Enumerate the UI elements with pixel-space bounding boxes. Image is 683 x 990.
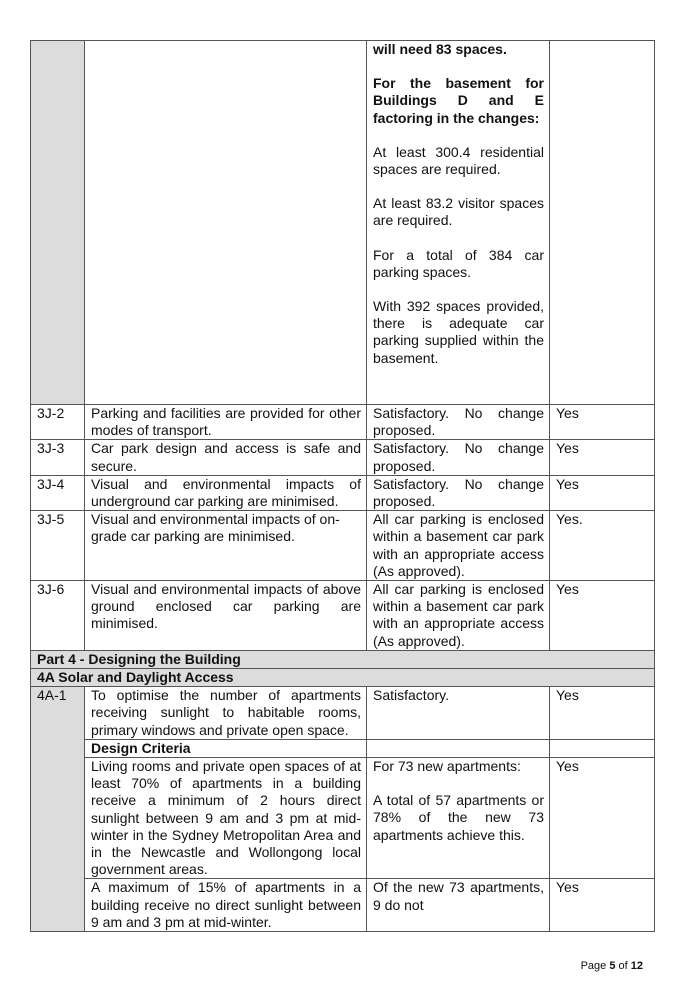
row-id: 3J-3: [31, 440, 85, 475]
criteria-text: Visual and environmental impacts of above ground enclosed car parking are minimised.: [85, 581, 367, 651]
criteria-text: Visual and environmental impacts of underground car parking are minimised.: [85, 475, 367, 510]
table-row: [31, 405, 655, 440]
row-id: 3J-4: [31, 475, 85, 510]
comment-text: For a total of 384 car parking spaces.: [373, 246, 544, 280]
comment-cell: [367, 41, 550, 405]
compliance-cell: [550, 41, 655, 405]
criteria-cell: [85, 41, 367, 405]
row-id: 3J-5: [31, 511, 85, 581]
compliance-table: [30, 40, 655, 932]
criteria-text: Parking and facilities are provided for other modes of transport.: [85, 405, 367, 440]
comment-cell: [367, 739, 550, 757]
comment-text: At least 300.4 residential spaces are required.: [373, 143, 544, 178]
compliance-text: Yes: [550, 758, 655, 879]
id-cell: [31, 41, 85, 405]
total-pages: 12: [630, 960, 643, 972]
table-row: [31, 879, 655, 932]
comment-text: For the basement for Buildings D and E factoring in the changes:: [373, 75, 544, 126]
section-heading: 4A Solar and Daylight Access: [31, 669, 655, 687]
table-row: [31, 41, 655, 405]
comment-text: At least 83.2 visitor spaces are required.: [373, 195, 544, 229]
current-page: 5: [609, 960, 616, 972]
compliance-text: Yes: [550, 581, 655, 651]
page-mid: of: [615, 960, 631, 972]
table-row: [31, 440, 655, 475]
comment-text: With 392 spaces provided, there is adequate car parking supplied within the basement.: [373, 298, 544, 366]
comment-text: A total of 57 apartments or 78% of the new 73 apartments achieve this.: [373, 792, 544, 843]
comment-text: will need 83 spaces.: [373, 41, 507, 57]
section-row: [31, 669, 655, 687]
compliance-text: Yes: [550, 879, 655, 932]
comment-text: Satisfactory. No change proposed.: [367, 405, 550, 440]
table-row: [31, 687, 655, 740]
criteria-text: A maximum of 15% of apartments in a building receive no direct sunlight between 9 am and 3 pm at mid-winter.: [85, 879, 367, 932]
row-id: 3J-2: [31, 405, 85, 440]
criteria-text: Car park design and access is safe and secure.: [85, 440, 367, 475]
compliance-cell: [550, 739, 655, 757]
criteria-text: To optimise the number of apartments receiving sunlight to habitable rooms, primary windows and private open space.: [85, 687, 367, 740]
compliance-text: Yes: [550, 440, 655, 475]
comment-text: Satisfactory. No change proposed.: [367, 440, 550, 475]
compliance-text: Yes: [550, 475, 655, 510]
table-row: [31, 758, 655, 879]
compliance-text: Yes: [550, 687, 655, 740]
row-id: 3J-6: [31, 581, 85, 651]
criteria-text: Living rooms and private open spaces of at least 70% of apartments in a building receive a minimum of 2 hours direct sunlight between 9 am and 3 pm at mid-winter in the Sydney Metropolitan Area and in the Newcastle and Wollongong local government areas.: [85, 758, 367, 879]
design-criteria-label: Design Criteria: [85, 739, 367, 757]
table-row: [31, 739, 655, 757]
table-row: [31, 581, 655, 651]
comment-text: Of the new 73 apartments, 9 do not: [367, 879, 550, 932]
page-prefix: Page: [580, 960, 610, 972]
page-number: [581, 960, 643, 972]
comment-text: All car parking is enclosed within a basement car park with an appropriate access (As approved).: [367, 581, 550, 651]
comment-text: For 73 new apartments:: [373, 758, 521, 775]
comment-text: All car parking is enclosed within a basement car park with an appropriate access (As approved).: [367, 511, 550, 581]
comment-text: Satisfactory. No change proposed.: [367, 475, 550, 510]
comment-text: Satisfactory.: [367, 687, 550, 740]
compliance-text: Yes: [550, 405, 655, 440]
row-id: 4A-1: [31, 687, 85, 932]
table-row: [31, 511, 655, 581]
compliance-text: Yes.: [550, 511, 655, 581]
section-row: [31, 650, 655, 668]
comment-cell: [367, 758, 550, 879]
criteria-text: Visual and environmental impacts of on-grade car parking are minimised.: [85, 511, 367, 581]
section-heading: Part 4 - Designing the Building: [31, 650, 655, 668]
table-row: [31, 475, 655, 510]
